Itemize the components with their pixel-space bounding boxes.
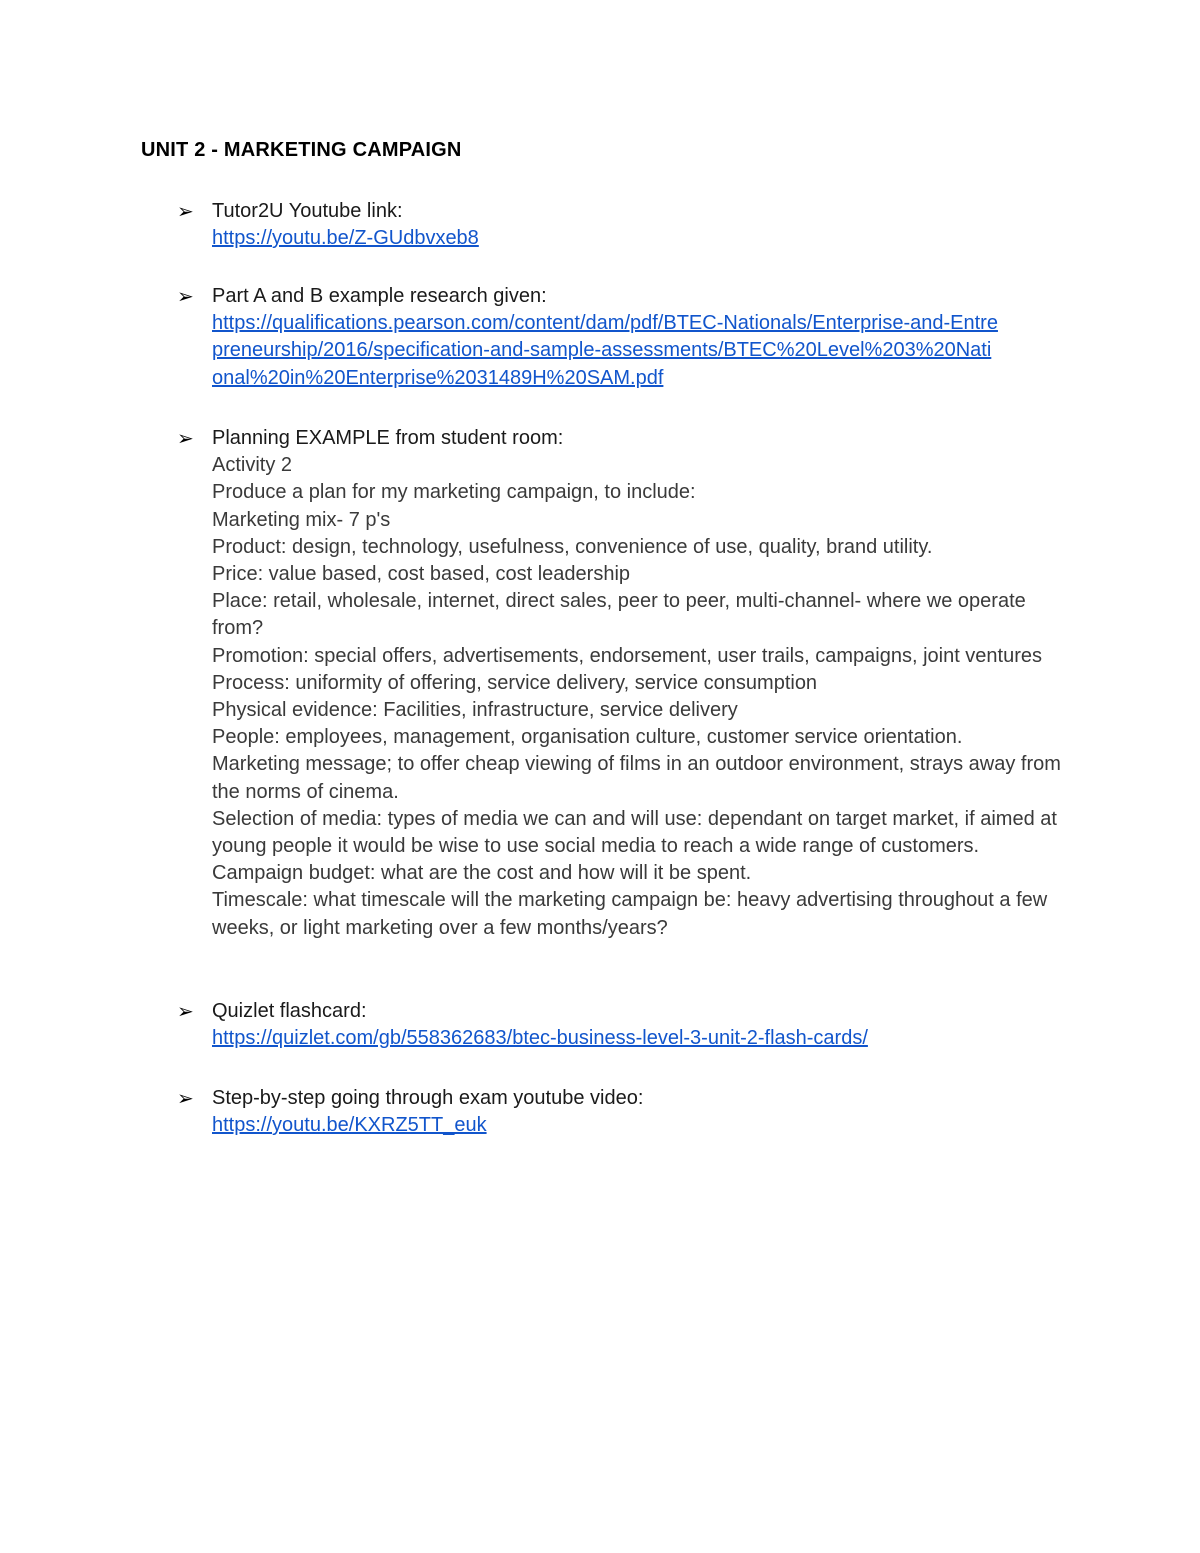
section-heading: Planning EXAMPLE from student room: xyxy=(212,427,564,449)
plan-line-activity: Activity 2 xyxy=(212,454,293,477)
plan-line-price: Price: value based, cost based, cost leadership xyxy=(212,563,631,586)
bullet-arrow-icon: ➢ xyxy=(177,1088,194,1110)
plan-line-campaign-budget: Campaign budget: what are the cost and how will it be spent. xyxy=(212,862,752,885)
plan-line-process: Process: uniformity of offering, service delivery, service consumption xyxy=(212,671,818,694)
tutor2u-youtube-link[interactable]: https://youtu.be/Z-GUdbvxeb8 xyxy=(212,227,479,250)
section-content xyxy=(212,1085,1067,1139)
plan-line-product: Product: design, technology, usefulness, convenience of use, quality, brand utility. xyxy=(212,535,933,558)
plan-line-selection-of-media: Selection of media: types of media we can and will use: dependant on target market, if aimed at young people it would be wise to use social media to reach a wide range of customers. xyxy=(212,807,1057,858)
section-heading: Part A and B example research given: xyxy=(212,285,547,307)
plan-line-physical-evidence: Physical evidence: Facilities, infrastructure, service delivery xyxy=(212,699,738,722)
section-content xyxy=(212,998,1067,1052)
bullet-arrow-icon: ➢ xyxy=(177,1001,194,1023)
pearson-sample-assessment-link[interactable] xyxy=(212,310,1067,392)
link-line[interactable]: preneurship/2016/specification-and-sample-assessments/BTEC%20Level%203%20Nati xyxy=(212,339,992,362)
link-line[interactable]: onal%20in%20Enterprise%2031489H%20SAM.pdf xyxy=(212,366,664,389)
bullet-arrow-icon: ➢ xyxy=(177,286,194,308)
plan-line-timescale: Timescale: what timescale will the marketing campaign be: heavy advertising throughout a few weeks, or light marketing over a few months/years? xyxy=(212,889,1048,939)
exam-youtube-video-link[interactable]: https://youtu.be/KXRZ5TT_euk xyxy=(212,1114,487,1137)
plan-line-people: People: employees, management, organisation culture, customer service orientation. xyxy=(212,726,963,749)
section-heading: Step-by-step going through exam youtube video: xyxy=(212,1087,644,1109)
plan-line-promotion: Promotion: special offers, advertisements, endorsement, user trails, campaigns, joint ventures xyxy=(212,644,1043,667)
plan-line-marketing-message: Marketing message; to offer cheap viewing of films in an outdoor environment, strays away from the norms of cinema. xyxy=(212,753,1061,803)
bullet-arrow-icon: ➢ xyxy=(177,428,194,450)
section-content xyxy=(212,425,1067,942)
section-heading: Tutor2U Youtube link: xyxy=(212,200,403,222)
section-content xyxy=(212,198,1067,252)
bullet-arrow-icon: ➢ xyxy=(177,201,194,223)
section-content xyxy=(212,283,1067,392)
section-heading: Quizlet flashcard: xyxy=(212,1000,367,1022)
plan-line-intro: Produce a plan for my marketing campaign, to include: xyxy=(212,481,696,504)
link-line[interactable]: https://qualifications.pearson.com/content/dam/pdf/BTEC-Nationals/Enterprise-and-Entre xyxy=(212,312,998,335)
document-title: UNIT 2 - MARKETING CAMPAIGN xyxy=(141,139,462,161)
plan-line-place: Place: retail, wholesale, internet, direct sales, peer to peer, multi-channel- where we operate from? xyxy=(212,590,1026,640)
plan-line-marketing-mix: Marketing mix- 7 p's xyxy=(212,508,391,531)
quizlet-flashcard-link[interactable]: https://quizlet.com/gb/558362683/btec-business-level-3-unit-2-flash-cards/ xyxy=(212,1027,868,1050)
